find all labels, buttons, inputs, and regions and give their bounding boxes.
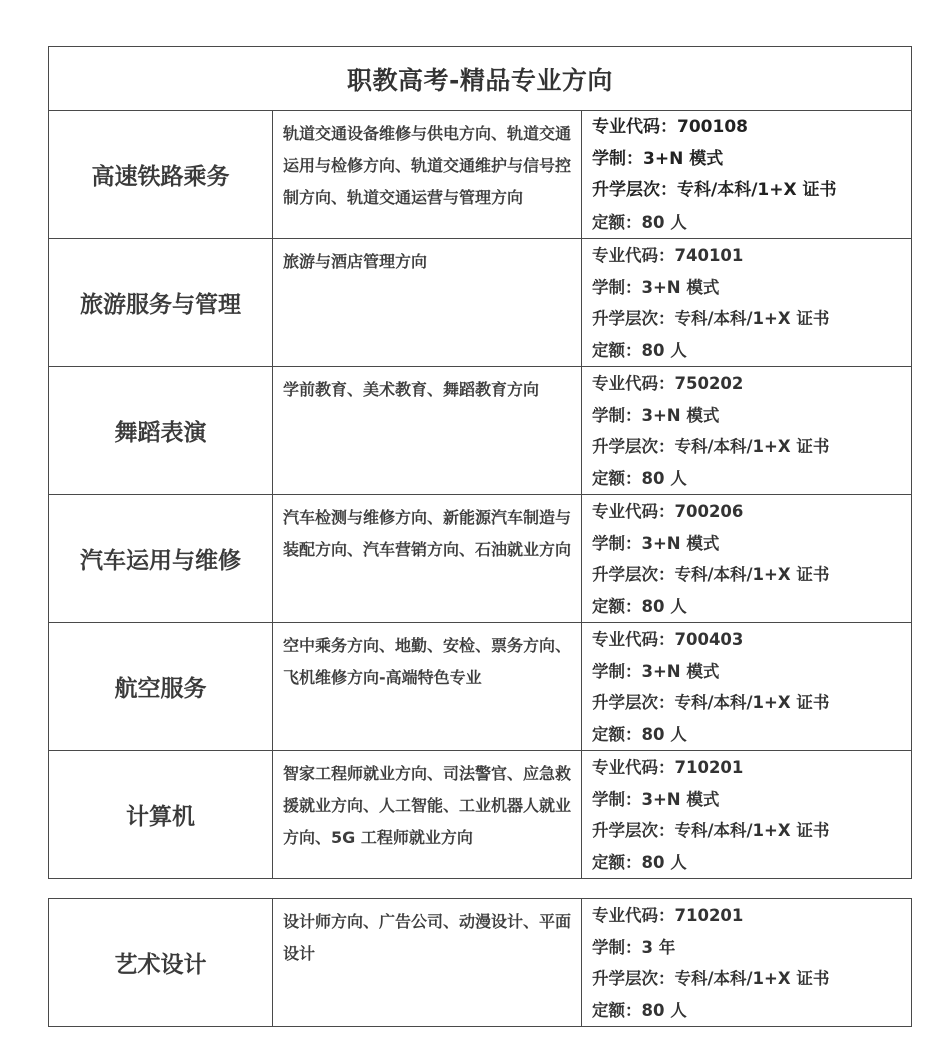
- major-info: [582, 751, 912, 879]
- major-system: 学制：3+N 模式: [592, 661, 720, 681]
- major-name: 汽车运用与维修: [49, 495, 273, 623]
- major-directions: 旅游与酒店管理方向: [273, 239, 582, 367]
- major-info: [582, 495, 912, 623]
- major-name: 航空服务: [49, 623, 273, 751]
- major-quota: 定额：80 人: [592, 596, 687, 616]
- major-quota: 定额：80 人: [592, 212, 687, 232]
- major-level: 升学层次：专科/本科/1+X 证书: [592, 437, 830, 456]
- major-quota: 定额：80 人: [592, 724, 687, 744]
- major-code: 专业代码：710201: [592, 758, 744, 777]
- major-directions: 智家工程师就业方向、司法警官、应急救援就业方向、人工智能、工业机器人就业方向、5G 工程师就业方向: [273, 751, 582, 879]
- table-row: [49, 367, 912, 495]
- major-quota: 定额：80 人: [592, 468, 687, 488]
- table-title: 职教高考-精品专业方向: [49, 47, 912, 111]
- major-system: 学制：3+N 模式: [592, 277, 720, 297]
- table-row: [49, 239, 912, 367]
- major-name: 高速铁路乘务: [49, 111, 273, 239]
- major-directions: 学前教育、美术教育、舞蹈教育方向: [273, 367, 582, 495]
- extra-major-table: [48, 898, 912, 1027]
- major-directions: 汽车检测与维修方向、新能源汽车制造与装配方向、汽车营销方向、石油就业方向: [273, 495, 582, 623]
- major-system: 学制：3+N 模式: [592, 148, 724, 169]
- major-level: 升学层次：专科/本科/1+X 证书: [592, 309, 830, 328]
- major-info: [582, 623, 912, 751]
- major-quota: 定额：80 人: [592, 340, 687, 360]
- major-directions: 空中乘务方向、地勤、安检、票务方向、飞机维修方向-高端特色专业: [273, 623, 582, 751]
- major-code: 专业代码：750202: [592, 374, 744, 393]
- major-level: 升学层次：专科/本科/1+X 证书: [592, 969, 830, 988]
- major-quota: 定额：80 人: [592, 852, 687, 872]
- major-level: 升学层次：专科/本科/1+X 证书: [592, 821, 830, 840]
- major-directions: 设计师方向、广告公司、动漫设计、平面设计: [273, 899, 582, 1027]
- major-directions: 轨道交通设备维修与供电方向、轨道交通运用与检修方向、轨道交通维护与信号控制方向、轨道交通运营与管理方向: [273, 111, 582, 239]
- major-system: 学制：3+N 模式: [592, 533, 720, 553]
- major-level: 升学层次：专科/本科/1+X 证书: [592, 693, 830, 712]
- major-info: [582, 111, 912, 239]
- major-name: 旅游服务与管理: [49, 239, 273, 367]
- major-name: 计算机: [49, 751, 273, 879]
- major-system: 学制：3+N 模式: [592, 405, 720, 425]
- major-level: 升学层次：专科/本科/1+X 证书: [592, 180, 837, 200]
- major-info: [582, 367, 912, 495]
- table-row: [49, 899, 912, 1027]
- table-row: [49, 751, 912, 879]
- major-info: [582, 899, 912, 1027]
- major-code: 专业代码：700108: [592, 117, 748, 137]
- major-code: 专业代码：700403: [592, 630, 744, 649]
- major-level: 升学层次：专科/本科/1+X 证书: [592, 565, 830, 584]
- major-system: 学制：3 年: [592, 937, 676, 957]
- majors-table: [48, 46, 912, 879]
- major-info: [582, 239, 912, 367]
- major-system: 学制：3+N 模式: [592, 789, 720, 809]
- major-code: 专业代码：710201: [592, 906, 744, 925]
- major-name: 艺术设计: [49, 899, 273, 1027]
- major-quota: 定额：80 人: [592, 1000, 687, 1020]
- table-row: [49, 623, 912, 751]
- table-row: [49, 495, 912, 623]
- major-name: 舞蹈表演: [49, 367, 273, 495]
- major-code: 专业代码：700206: [592, 502, 744, 521]
- table-row: [49, 111, 912, 239]
- major-code: 专业代码：740101: [592, 246, 744, 265]
